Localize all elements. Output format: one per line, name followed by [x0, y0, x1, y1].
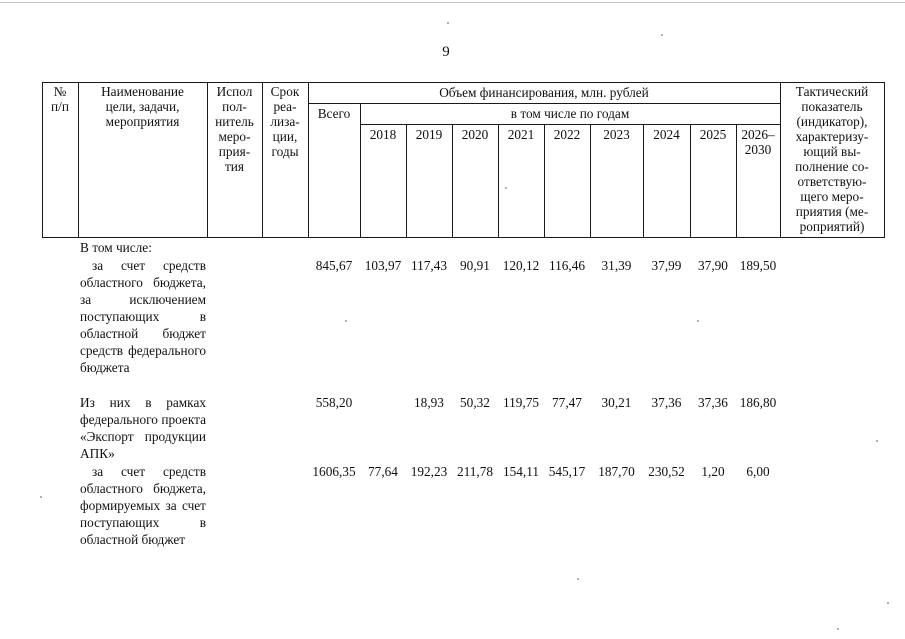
year-header: 2018: [369, 127, 397, 142]
header-number: № п/п: [51, 84, 69, 114]
header-executor: Испол пол- нитель меро- прия- тия: [215, 84, 254, 174]
cell-value: 192,23: [410, 464, 448, 479]
col-border: [884, 82, 885, 238]
cell-value: 117,43: [410, 258, 448, 273]
cell-value: 186,80: [739, 395, 777, 410]
cell-total: 558,20: [315, 395, 353, 410]
header-bottom-border: [42, 237, 884, 238]
funding-subheader-border: [308, 103, 780, 104]
year-header: 2020: [461, 127, 489, 142]
scan-speck: [505, 187, 507, 189]
header-total: Всего: [317, 106, 351, 121]
cell-value: 31,39: [601, 258, 632, 273]
cell-value: 189,50: [739, 258, 777, 273]
cell-value: 120,12: [502, 258, 540, 273]
header-name: Наименование цели, задачи, мероприятия: [101, 84, 184, 129]
cell-value: 37,36: [651, 395, 682, 410]
cell-value: 154,11: [502, 464, 540, 479]
cell-value: 30,21: [601, 395, 632, 410]
scan-speck: [837, 628, 839, 630]
year-header: 2019: [415, 127, 443, 142]
cell-value: 37,99: [651, 258, 682, 273]
header-term: Срок реа- лиза- ции, годы: [270, 84, 300, 159]
cell-total: 1606,35: [312, 464, 356, 479]
col-border: [360, 103, 361, 238]
year-header: 2024: [653, 127, 680, 142]
year-header: 2021: [507, 127, 535, 142]
scan-speck: [345, 320, 347, 322]
row-label: Из них в рамках федерального проекта «Экспорт продукции АПК»: [80, 395, 206, 461]
scan-speck: [876, 440, 878, 442]
cell-value: 37,36: [698, 395, 728, 410]
intro-text: В том числе:: [80, 240, 152, 255]
scan-speck: [887, 602, 889, 604]
cell-value: 6,00: [746, 464, 770, 479]
cell-value: 187,70: [598, 464, 635, 479]
scan-speck: [40, 496, 42, 498]
row-label: за счет средств областного бюджета, за исключением поступающих в областной бюджет средств федерального бюджета: [80, 258, 206, 375]
cell-value: 230,52: [648, 464, 685, 479]
year-header: 2026– 2030: [741, 127, 775, 157]
scan-top-edge: [0, 2, 905, 3]
year-header: 2025: [699, 127, 727, 142]
cell-value: 1,20: [701, 464, 725, 479]
cell-value: 119,75: [502, 395, 540, 410]
cell-value: 90,91: [460, 258, 490, 273]
row-label: за счет средств областного бюджета, формируемых за счет поступающих в областной бюджет: [80, 464, 206, 547]
cell-value: 77,47: [552, 395, 582, 410]
page-number: 9: [442, 44, 450, 60]
cell-value: 77,64: [368, 464, 398, 479]
header-top-border: [42, 82, 884, 83]
cell-value: 50,32: [460, 395, 490, 410]
header-indicator: Тактический показатель (индикатор), характеризу- ющий вы- полнение со- ответствую- щего меро- приятия (ме- роприятий): [795, 84, 869, 234]
scan-speck: [447, 22, 449, 24]
header-by-years: в том числе по годам: [510, 106, 630, 121]
cell-value: 545,17: [548, 464, 586, 479]
cell-value: 116,46: [548, 258, 586, 273]
year-header: 2023: [603, 127, 630, 142]
cell-value: 103,97: [364, 258, 402, 273]
scan-speck: [661, 34, 663, 36]
cell-value: 37,90: [698, 258, 728, 273]
cell-value: 18,93: [414, 395, 444, 410]
header-funding: Объем финансирования, млн. рублей: [439, 85, 649, 100]
cell-value: 211,78: [456, 464, 494, 479]
year-header: 2022: [553, 127, 581, 142]
scan-speck: [697, 320, 699, 322]
years-subheader-border: [360, 124, 780, 125]
cell-total: 845,67: [315, 258, 353, 273]
scan-speck: [577, 578, 579, 580]
